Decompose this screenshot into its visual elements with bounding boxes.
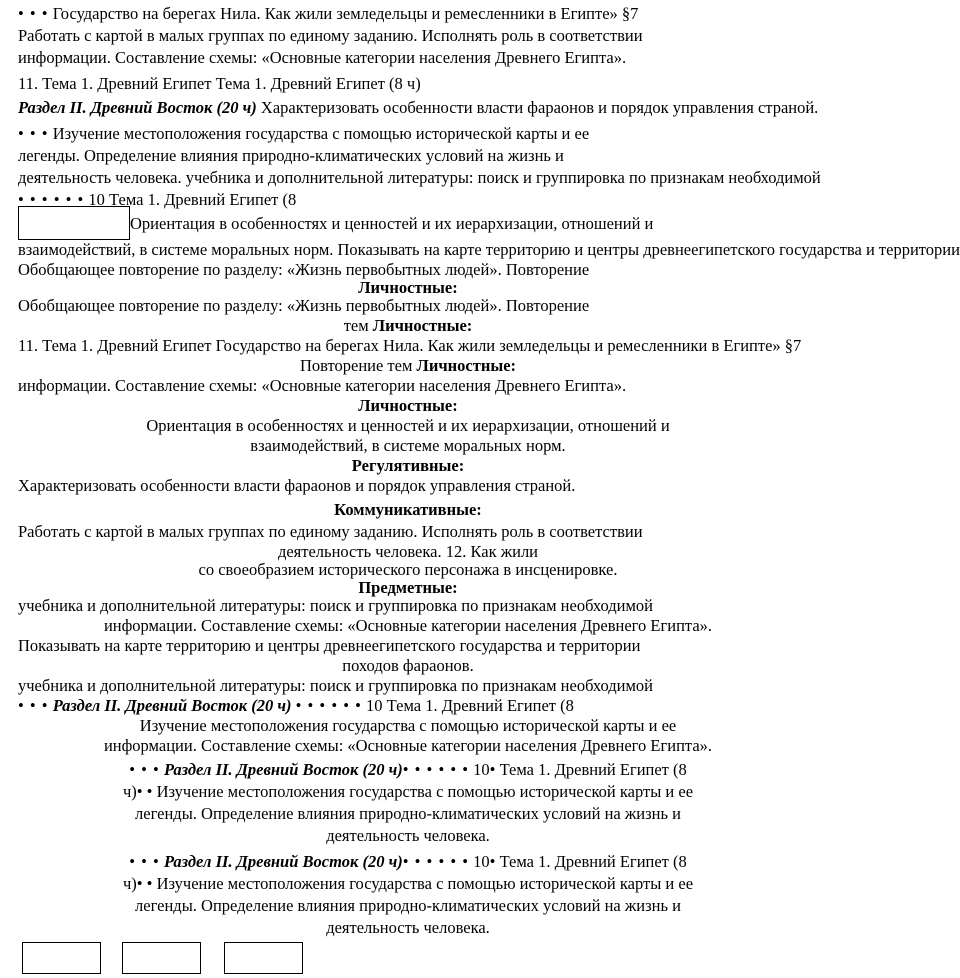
table-cell-box [22,942,101,974]
text-line: ч)• • Изучение местоположения государства с помощью исторической карты и ее [122,782,694,801]
text-line: Ориентация в особенностях и ценностей и их иерархизации, отношений и [146,416,670,435]
text-line: Личностные: [358,396,458,415]
text-line: Обобщающее повторение по разделу: «Жизнь первобытных людей». Повторение [18,296,590,315]
text-line: взаимодействий, в системе моральных норм. [250,436,566,455]
text-line: походов фараонов. [342,656,474,675]
text-line: информации. Составление схемы: «Основные категории населения Древнего Египта». [18,376,627,395]
text-line: Коммуникативные: [334,500,482,519]
text-line: деятельность человека. [326,918,490,937]
text-line: деятельность человека. 12. Как жили [277,542,539,561]
text-line: деятельность человека. учебника и дополнительной литературы: поиск и группировка по признакам необходимой [18,168,821,187]
text-line: Изучение местоположения государства с помощью исторической карты и ее [139,716,677,735]
text-line: 11. Тема 1. Древний Египет Государство на берегах Нила. Как жили земледельцы и ремесленники в Египте» §7 [18,336,802,355]
text-line: • • • • • • 10 Тема 1. Древний Египет (8 [18,190,297,209]
text-line: Работать с картой в малых группах по единому заданию. Исполнять роль в соответствии [18,522,643,541]
text-line: Ориентация в особенностях и ценностей и их иерархизации, отношений и [130,214,654,233]
text-line: учебника и дополнительной литературы: поиск и группировка по признакам необходимой [18,676,653,695]
section-heading-line: • • • Раздел II. Древний Восток (20 ч)• • • • • • 10• Тема 1. Древний Египет (8 [129,852,687,871]
text-line: взаимодействий, в системе моральных норм. Показывать на карте территорию и центры древнеегипетского государства и территории [18,240,960,259]
text-line: легенды. Определение влияния природно-климатических условий на жизнь и [135,804,681,823]
text-line: информации. Составление схемы: «Основные категории населения Древнего Египта». [103,736,713,755]
text-line: Обобщающее повторение по разделу: «Жизнь первобытных людей». Повторение [18,260,590,279]
text-line: Повторение тем Личностные: [299,356,517,375]
section-heading-line: • • • Раздел II. Древний Восток (20 ч)• • • • • • 10• Тема 1. Древний Египет (8 [129,760,687,779]
text-line: Регулятивные: [351,456,465,475]
text-line: легенды. Определение влияния природно-климатических условий на жизнь и [18,146,564,165]
text-line: информации. Составление схемы: «Основные категории населения Древнего Египта». [103,616,713,635]
text-line: учебника и дополнительной литературы: поиск и группировка по признакам необходимой [18,596,653,615]
text-line: Предметные: [358,578,458,597]
text-line: Работать с картой в малых группах по единому заданию. Исполнять роль в соответствии [18,26,643,45]
text-line: информации. Составление схемы: «Основные категории населения Древнего Египта». [18,48,627,67]
text-line: со своеобразием исторического персонажа в инсценировке. [198,560,618,579]
text-line: Раздел II. Древний Восток (20 ч) Характеризовать особенности власти фараонов и порядок управления страной. [18,98,819,117]
table-cell-box [122,942,201,974]
text-line: • • • Раздел II. Древний Восток (20 ч) • • • • • • 10 Тема 1. Древний Египет (8 [18,696,574,715]
text-line: ч)• • Изучение местоположения государства с помощью исторической карты и ее [122,874,694,893]
text-line: • • • Изучение местоположения государства с помощью исторической карты и ее [18,124,590,143]
text-line: • • • Государство на берегах Нила. Как жили земледельцы и ремесленники в Египте» §7 [18,4,639,23]
text-line: Личностные: [358,278,458,297]
text-line: тем Личностные: [343,316,473,335]
text-line: 11. Тема 1. Древний Египет Тема 1. Древний Египет (8 ч) [18,74,421,93]
text-line: деятельность человека. [326,826,490,845]
text-line: Показывать на карте территорию и центры древнеегипетского государства и территории [18,636,641,655]
table-cell-box [224,942,303,974]
text-line: легенды. Определение влияния природно-климатических условий на жизнь и [135,896,681,915]
text-line: Характеризовать особенности власти фараонов и порядок управления страной. [18,476,576,495]
